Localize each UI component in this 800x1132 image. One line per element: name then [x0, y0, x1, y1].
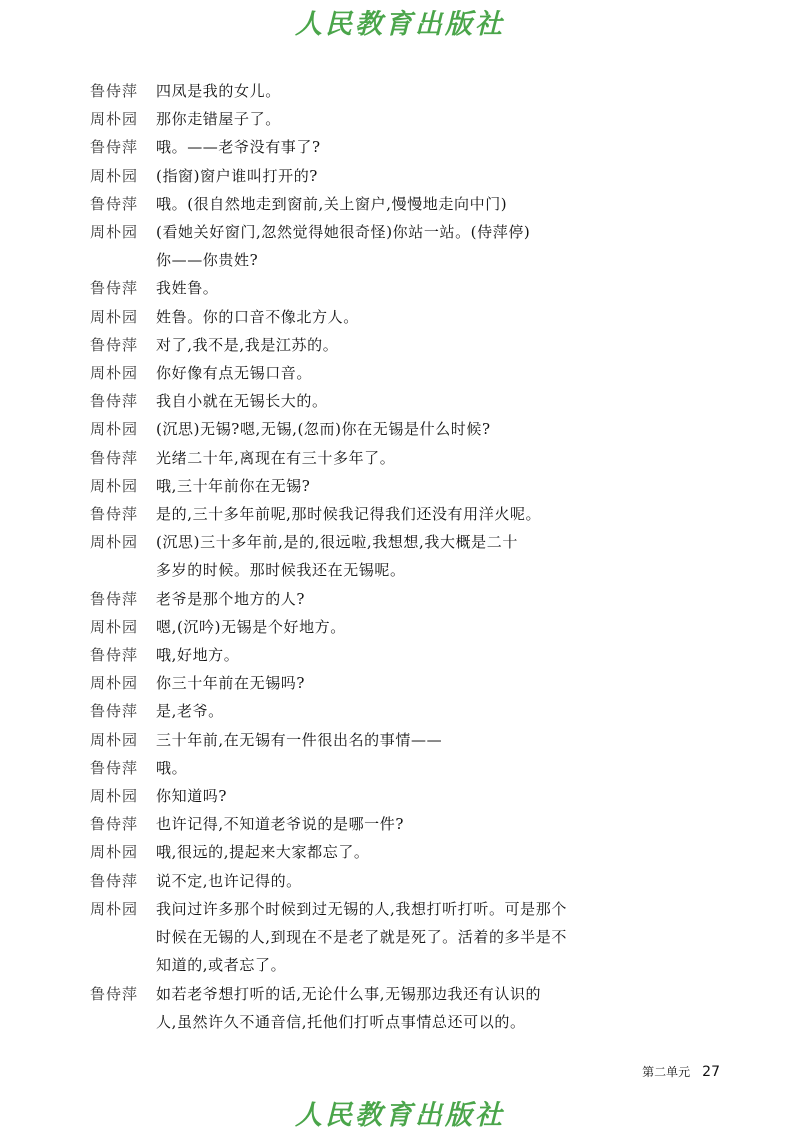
dialogue-text: 也许记得,不知道老爷说的是哪一件?	[156, 815, 405, 834]
dialogue-line	[90, 528, 710, 556]
speaker-name: 鲁侍萍	[90, 505, 139, 524]
speaker-name: 周朴园	[90, 787, 139, 806]
dialogue-text: 你三十年前在无锡吗?	[156, 674, 306, 693]
dialogue-text: 哦,很远的,提起来大家都忘了。	[156, 843, 370, 862]
speaker-name: 周朴园	[90, 364, 139, 383]
speaker-name: 鲁侍萍	[90, 392, 139, 411]
dialogue-line	[90, 472, 710, 500]
speaker-name: 鲁侍萍	[90, 448, 139, 467]
dialogue-line	[90, 274, 710, 302]
speaker-name: 鲁侍萍	[90, 815, 139, 834]
dialogue-line	[90, 697, 710, 725]
dialogue-line	[90, 246, 710, 274]
dialogue-text: (指窗)窗户谁叫打开的?	[156, 166, 318, 185]
dialogue-line	[90, 556, 710, 584]
dialogue-text: 四凤是我的女儿。	[156, 82, 281, 100]
speaker-name: 周朴园	[90, 533, 139, 552]
dialogue-line	[90, 641, 710, 669]
dialogue-line	[90, 444, 710, 472]
speaker-name: 周朴园	[90, 730, 139, 749]
dialogue-line	[90, 162, 710, 190]
speaker-name: 鲁侍萍	[90, 194, 139, 213]
speaker-name: 周朴园	[90, 307, 139, 326]
dialogue-text: 多岁的时候。那时候我还在无锡呢。	[156, 561, 406, 580]
dialogue-line	[90, 387, 710, 415]
dialogue-line	[90, 951, 710, 979]
dialogue-text: 我自小就在无锡长大的。	[156, 392, 328, 411]
dialogue-line	[90, 133, 710, 161]
speaker-name: 鲁侍萍	[90, 138, 139, 157]
speaker-name: 周朴园	[90, 420, 139, 439]
dialogue-text: 我问过许多那个时候到过无锡的人,我想打听打听。可是那个	[156, 899, 567, 918]
dialogue-line	[90, 585, 710, 613]
dialogue-line	[90, 303, 710, 331]
dialogue-text: 时候在无锡的人,到现在不是老了就是死了。活着的多半是不	[156, 928, 567, 947]
dialogue-text: (沉思)无锡?嗯,无锡,(忽而)你在无锡是什么时候?	[156, 420, 491, 439]
speaker-name: 鲁侍萍	[90, 589, 139, 608]
dialogue-line	[90, 726, 710, 754]
dialogue-text: 那你走错屋子了。	[156, 110, 281, 129]
dialogue-text: (沉思)三十多年前,是的,很远啦,我想想,我大概是二十	[156, 533, 518, 552]
dialogue-text: 对了,我不是,我是江苏的。	[156, 335, 339, 354]
speaker-name: 鲁侍萍	[90, 279, 139, 298]
dialogue-line	[90, 867, 710, 895]
speaker-name: 周朴园	[90, 223, 139, 242]
dialogue-line	[90, 782, 710, 810]
publisher-logo-top: 人民教育出版社	[295, 9, 505, 40]
speaker-name: 周朴园	[90, 166, 139, 185]
speaker-name: 鲁侍萍	[90, 871, 139, 890]
dialogue-text: 你知道吗?	[156, 787, 228, 806]
page-footer	[642, 1063, 720, 1080]
speaker-name: 鲁侍萍	[90, 646, 139, 665]
dialogue-text: 三十年前,在无锡有一件很出名的事情——	[156, 730, 443, 749]
dialogue-text: 哦。——老爷没有事了?	[156, 138, 321, 157]
dialogue-text: 姓鲁。你的口音不像北方人。	[156, 307, 359, 326]
dialogue-line	[90, 218, 710, 246]
dialogue-text: 嗯,(沉吟)无锡是个好地方。	[156, 617, 346, 636]
dialogue-text: (看她关好窗门,忽然觉得她很奇怪)你站一站。(侍萍停)	[156, 223, 531, 242]
dialogue-text: 说不定,也许记得的。	[156, 871, 302, 890]
speaker-name: 鲁侍萍	[90, 702, 139, 721]
speaker-name: 鲁侍萍	[90, 82, 139, 100]
dialogue-text: 光绪二十年,离现在有三十多年了。	[156, 448, 396, 467]
dialogue-line	[90, 105, 710, 133]
dialogue-line	[90, 359, 710, 387]
dialogue-text: 知道的,或者忘了。	[156, 956, 287, 975]
dialogue-line	[90, 1008, 710, 1036]
speaker-name: 周朴园	[90, 843, 139, 862]
dialogue-text: 老爷是那个地方的人?	[156, 589, 306, 608]
unit-label: 第二单元	[642, 1065, 691, 1079]
speaker-name: 鲁侍萍	[90, 984, 139, 1003]
dialogue-line	[90, 77, 710, 105]
dialogue-line	[90, 500, 710, 528]
speaker-name: 鲁侍萍	[90, 335, 139, 354]
dialogue-text: 哦。(很自然地走到窗前,关上窗户,慢慢地走向中门)	[156, 194, 508, 213]
dialogue-line	[90, 895, 710, 923]
dialogue-text: 哦。	[156, 758, 188, 777]
dialogue-text: 是,老爷。	[156, 702, 224, 721]
dialogue-text: 如若老爷想打听的话,无论什么事,无锡那边我还有认识的	[156, 984, 542, 1003]
dialogue-text: 是的,三十多年前呢,那时候我记得我们还没有用洋火呢。	[156, 505, 542, 524]
speaker-name: 周朴园	[90, 899, 139, 918]
dialogue-text: 人,虽然许久不通音信,托他们打听点事情总还可以的。	[156, 1012, 526, 1031]
speaker-name: 周朴园	[90, 110, 139, 129]
dialogue-text: 你好像有点无锡口音。	[156, 364, 313, 383]
dialogue-text: 哦,三十年前你在无锡?	[156, 476, 311, 495]
dialogue-body	[90, 77, 710, 1036]
speaker-name: 周朴园	[90, 617, 139, 636]
dialogue-line	[90, 754, 710, 782]
dialogue-text: 你——你贵姓?	[156, 251, 259, 270]
dialogue-line	[90, 980, 710, 1008]
speaker-name: 周朴园	[90, 476, 139, 495]
speaker-name: 鲁侍萍	[90, 758, 139, 777]
page-number: 27	[702, 1064, 720, 1080]
dialogue-text: 哦,好地方。	[156, 646, 240, 665]
dialogue-text: 我姓鲁。	[156, 279, 219, 298]
dialogue-line	[90, 190, 710, 218]
dialogue-line	[90, 415, 710, 443]
dialogue-line	[90, 331, 710, 359]
speaker-name: 周朴园	[90, 674, 139, 693]
dialogue-line	[90, 923, 710, 951]
dialogue-line	[90, 669, 710, 697]
dialogue-line	[90, 810, 710, 838]
dialogue-line	[90, 613, 710, 641]
publisher-logo-bottom: 人民教育出版社	[295, 1100, 505, 1131]
dialogue-line	[90, 838, 710, 866]
